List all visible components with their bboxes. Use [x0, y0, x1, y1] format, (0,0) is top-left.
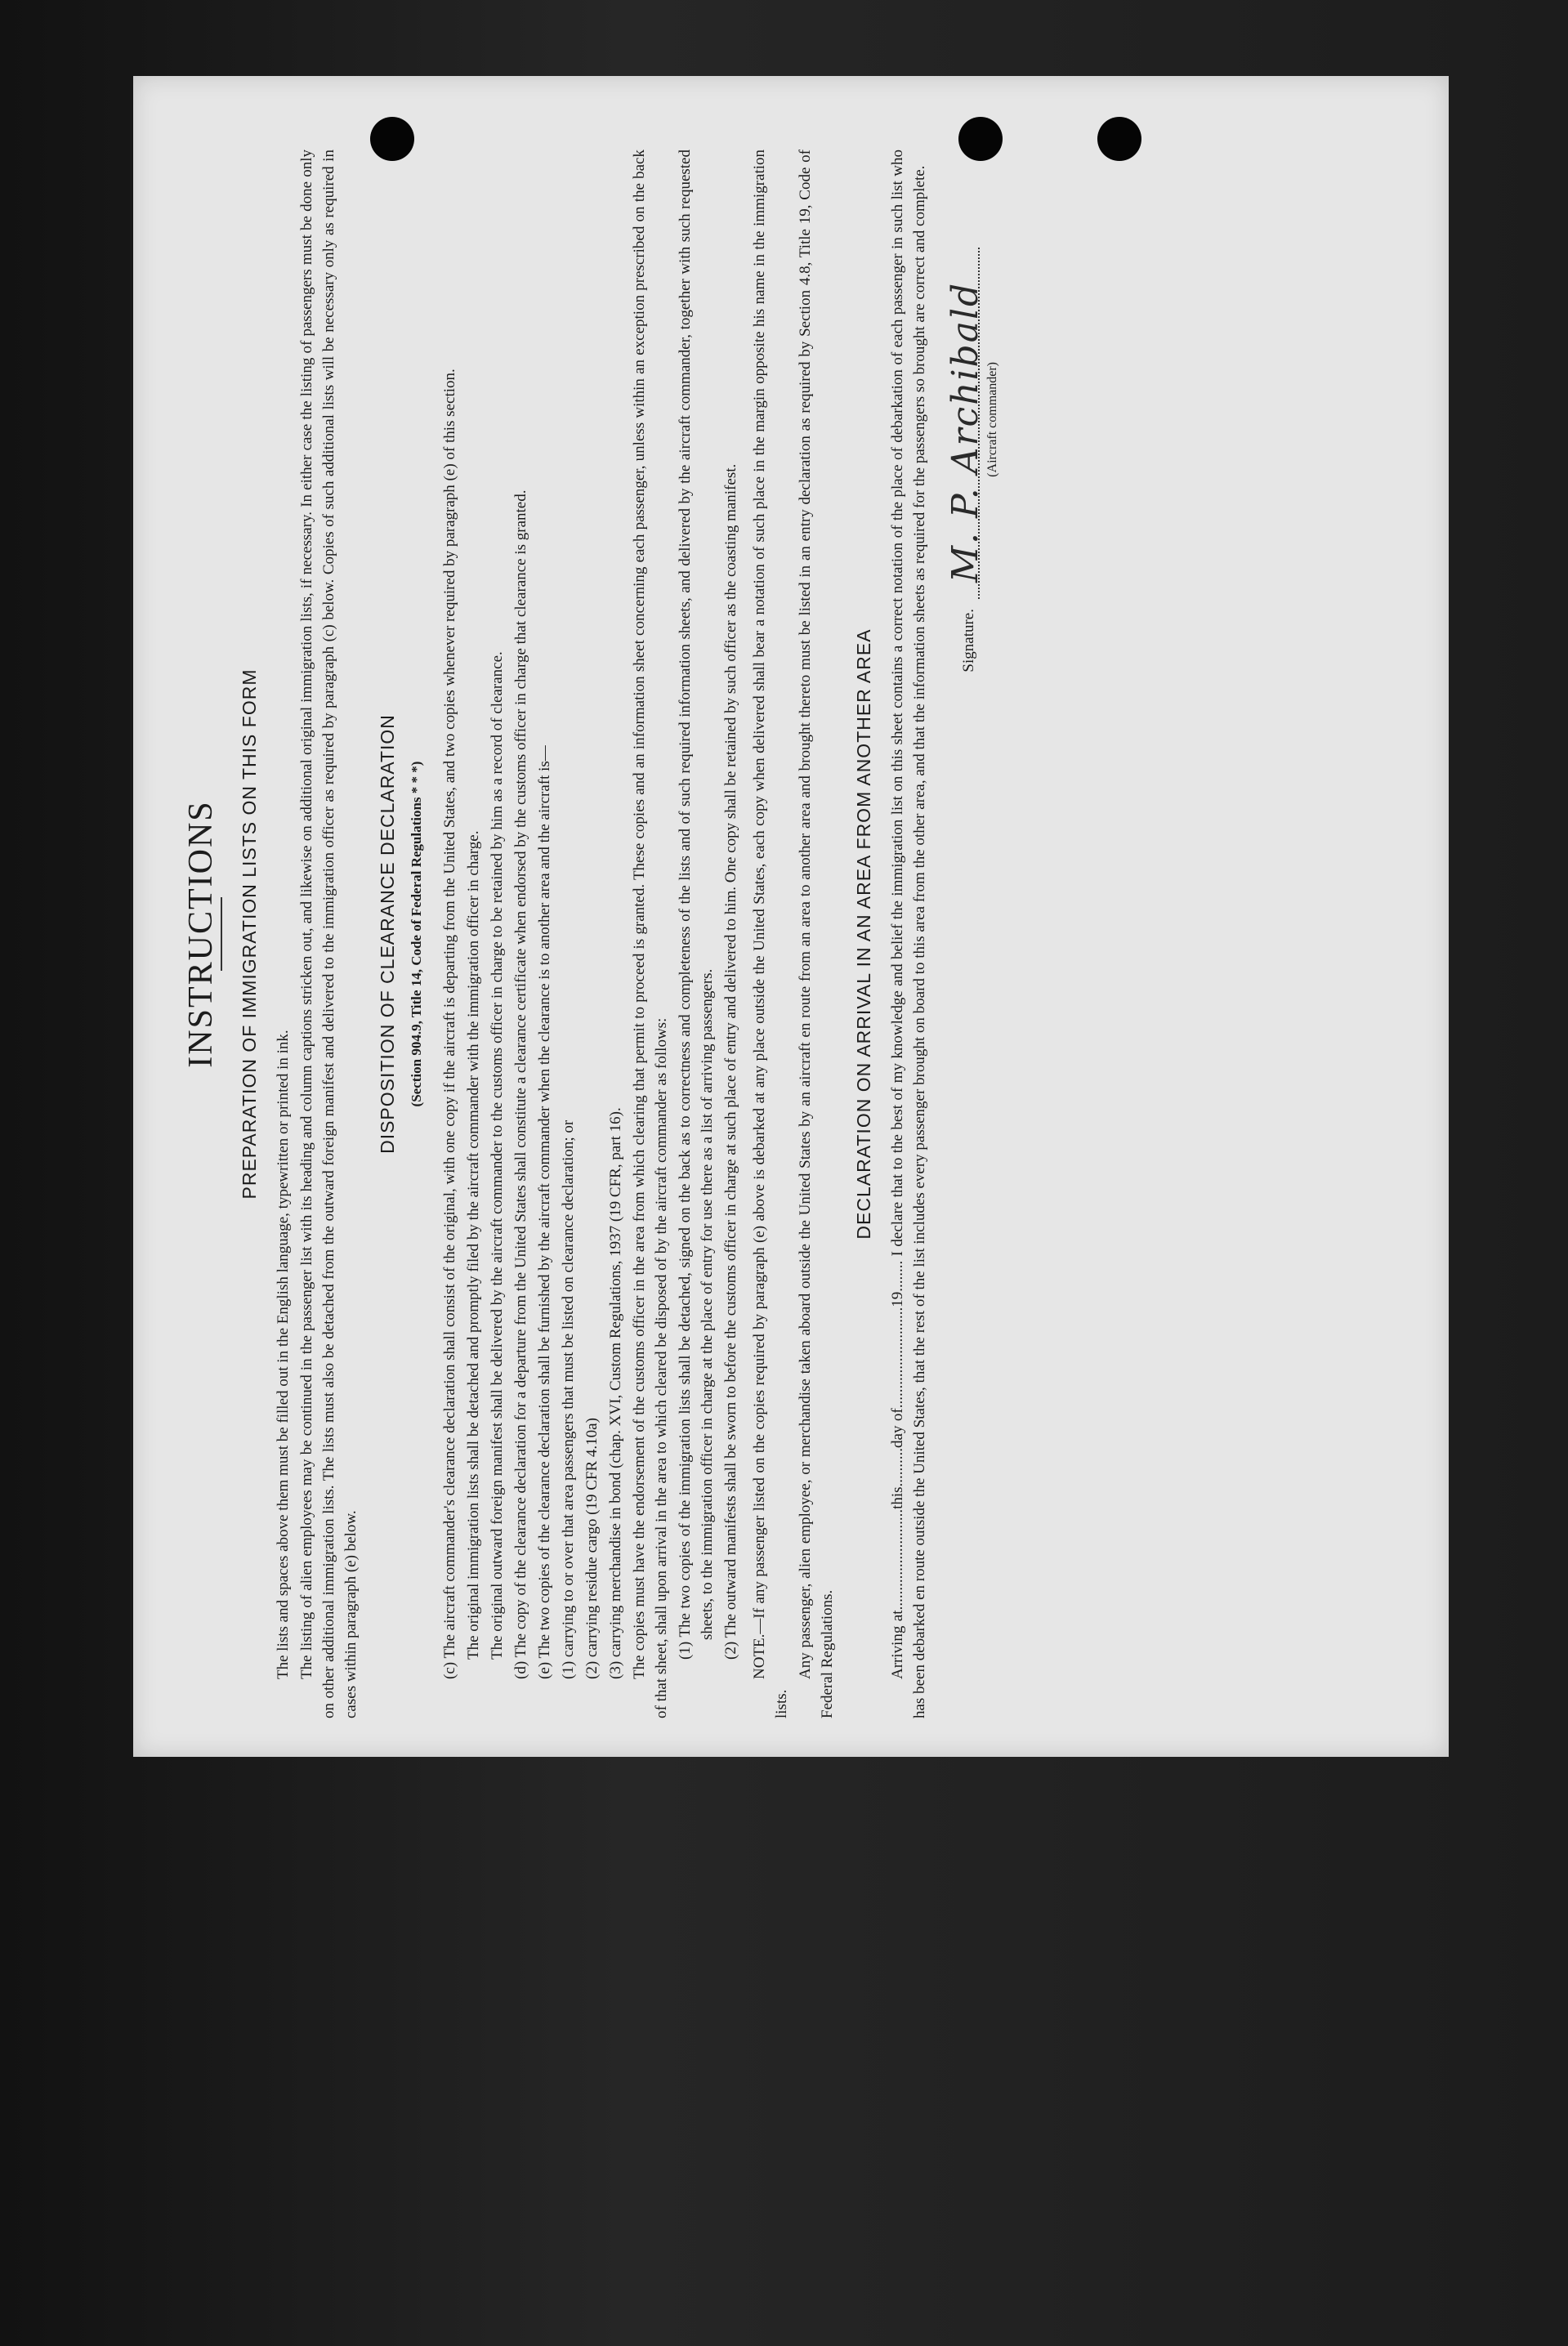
signature-label: Signature.	[960, 609, 977, 673]
list-item: (2) carrying residue cargo (19 CFR 4.10a)	[583, 1418, 601, 1679]
signature-caption: (Aircraft commander)	[985, 362, 999, 477]
handwritten-signature: M. P. Archibald	[945, 281, 986, 583]
list-item: (1) carrying to or over that area passengers that must be listed on clearance declaration; or	[560, 1119, 577, 1679]
list-item: (3) carrying merchandise in bond (chap. XVI, Custom Regulations, 1937 (19 CFR, part 16).	[607, 1107, 624, 1679]
paragraph: (c) The aircraft commander's clearance declaration shall consist of the original, with one copy if the aircraft is departing from the United States, and two copies whenever required by paragraph (e) of this section.	[441, 369, 458, 1679]
list-item: (2) The outward manifests shall be sworn to before the customs officer in charge at such place of entry and delivered to him. One copy shall be retained by such officer as the coasting manifest.	[722, 463, 739, 1660]
section-heading-disposition: DISPOSITION OF CLEARANCE DECLARATION	[377, 714, 398, 1154]
declaration-text: Arriving at..........................this..........day of..........................19........ I declare that to the best of my knowledge and belief the immigration list on this sheet contains a correct notation of the place of debarkation of each passenger in such list who has been debarked en route outside the United States, that the rest of the list includes every passenger brought on board to this area from the other area, and that the information sheets as required for the passengers so brought are correct and complete.	[889, 150, 928, 1718]
list-item: (1) The two copies of the immigration lists shall be detached, signed on the back as to correctness and completeness of the lists and of such required information sheets, and delivered by the aircraft commander, together with such requested sheets, to the immigration officer in charge at the place of entry for use there as a list of arriving passengers.	[677, 150, 716, 1660]
paragraph: (e) The two copies of the clearance declaration shall be furnished by the aircraft commander when the clearance is to another area and the aircraft is—	[536, 745, 553, 1679]
section-heading-declaration: DECLARATION ON ARRIVAL IN AN AREA FROM ANOTHER AREA	[853, 628, 874, 1240]
document-page	[133, 76, 1449, 1757]
signature-line	[945, 248, 986, 599]
paragraph: The lists and spaces above them must be filled out in the English language, typewritten or printed in ink.	[275, 1030, 292, 1679]
note-paragraph: NOTE.—If any passenger listed on the copies required by paragraph (e) above is debarked at any place outside the United States, each copy when delivered shall bear a notation of such place in the margin opposite his name in the immigration lists.	[751, 150, 790, 1718]
paragraph: The copies must have the endorsement of the customs officer in the area from which clearing that permit to proceed is granted. These copies and an information sheet concerning each passenger, unless within an exception prescribed on the back of that sheet, shall upon arrival in the area to which cleared be disposed of by the aircraft commander as follows:	[631, 150, 670, 1718]
signature-row	[945, 150, 986, 1718]
title-rule	[221, 897, 222, 971]
paragraph: (d) The copy of the clearance declaration for a departure from the United States shall constitute a clearance certificate when endorsed by the customs officer in charge that clearance is granted.	[512, 489, 529, 1679]
section-citation: (Section 904.9, Title 14, Code of Federal Regulations * * *)	[409, 761, 424, 1107]
document-title: INSTRUCTIONS	[182, 800, 220, 1068]
paragraph: Any passenger, alien employee, or merchandise taken aboard outside the United States by an aircraft en route from an area to another area and brought thereto must be listed in an entry declaration as required by Section 4.8, Title 19, Code of Federal Regulations.	[797, 150, 836, 1718]
section-heading-preparation: PREPARATION OF IMMIGRATION LISTS ON THIS FORM	[239, 668, 260, 1200]
paragraph: The listing of alien employees may be continued in the passenger list with its heading and column captions stricken out, and likewise on additional original immigration lists, if necessary. In either case the listing of passengers must be done only on other additional immigration lists. The lists must also be detached from the outward foreign manifest and delivered to the immigration officer as required by paragraph (c) below. Copies of such additional lists will be necessary only as required in cases within paragraph (e) below.	[298, 150, 360, 1718]
paragraph: The original immigration lists shall be detached and promptly filed by the aircraft commander with the immigration officer in charge.	[465, 830, 482, 1660]
rotated-text-block	[182, 150, 1400, 1718]
paragraph: The original outward foreign manifest shall be delivered by the aircraft commander to the customs officer in charge to be retained by him as a record of clearance.	[489, 651, 506, 1660]
